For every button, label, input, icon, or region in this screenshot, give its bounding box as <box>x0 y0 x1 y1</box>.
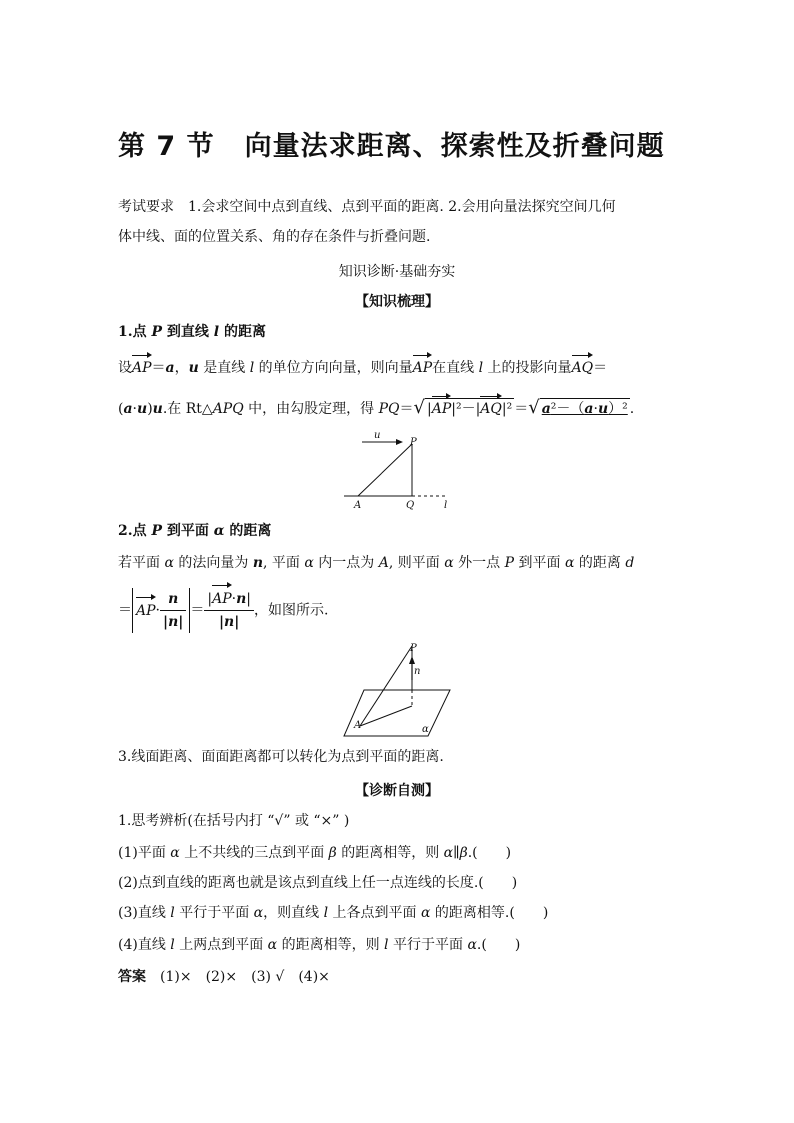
diagnosis-heading: 【诊断自测】 <box>355 783 439 799</box>
label-alpha: α <box>422 724 429 735</box>
label-A: A <box>354 500 362 511</box>
u-arrowhead <box>396 439 403 445</box>
point-line-distance-figure <box>340 428 460 514</box>
requirements-line-1: 考试要求 1.会求空间中点到直线、点到平面的距离. 2.会用向量法探究空间几何 <box>118 199 616 215</box>
question1-item-3: (3)直线 l 平行于平面 α，则直线 l 上各点到平面 α 的距离相等.( ) <box>118 905 549 921</box>
segment-AP <box>358 444 412 496</box>
question1-stem: 1.思考辨析(在括号内打 “√” 或 “×” ) <box>118 813 350 829</box>
segment-PA <box>360 646 412 726</box>
requirements-label: 考试要求 <box>118 199 174 215</box>
point1-paragraph-line-1: 设AP＝a，u 是直线 l 的单位方向向量，则向量AP在直线 l 上的投影向量AQ＝ <box>118 360 608 376</box>
question1-item-1: (1)平面 α 上不共线的三点到平面 β 的距离相等，则 α∥β.( ) <box>118 845 512 861</box>
n-arrowhead <box>409 656 415 664</box>
section-heading: 知识诊断·基础夯实 <box>338 264 456 280</box>
label-l: l <box>444 500 448 511</box>
question1-item-2: (2)点到直线的距离也就是该点到直线上任一点连线的长度.( ) <box>118 875 518 891</box>
point1-paragraph-line-2: (a·u)u.在 Rt△APQ 中，由勾股定理，得 PQ＝√ |AP|²－|AQ|² ＝√ a²－（a·u）² . <box>118 397 635 418</box>
point2-paragraph-line-1: 若平面 α 的法向量为 n, 平面 α 内一点为 A, 则平面 α 外一点 P 到平面 α 的距离 d <box>118 555 635 571</box>
label-Q: Q <box>406 500 415 511</box>
point1-heading: 1.点 P 到直线 l 的距离 <box>118 324 266 340</box>
point-plane-distance-figure <box>340 640 455 740</box>
label-A: A <box>354 720 362 731</box>
title-text: 向量法求距离、探索性及折叠问题 <box>244 131 665 162</box>
point2-heading: 2.点 P 到平面 α 的距离 <box>118 523 272 539</box>
title-section-number: 第 7 节 <box>118 131 215 162</box>
page-title <box>118 124 718 163</box>
knowledge-heading: 【知识梳理】 <box>355 294 439 310</box>
question1-answer: 答案 (1)× (2)× (3) √ (4)× <box>118 969 330 985</box>
requirements-line-2: 体中线、面的位置关系、角的存在条件与折叠问题. <box>118 229 431 245</box>
label-n: n <box>414 666 421 677</box>
label-u: u <box>374 430 381 441</box>
point3-text: 3.线面距离、面面距离都可以转化为点到平面的距离. <box>118 749 444 765</box>
label-P: P <box>410 643 417 654</box>
point2-formula: ＝ AP· $\frac{n}{|n|}$ ＝ $\frac{|AP\cdot n|}{|n|}$ ，如图所示. <box>118 588 328 633</box>
answer-label: 答案 <box>118 969 146 985</box>
label-P: P <box>410 437 417 448</box>
segment-A-foot <box>360 706 412 726</box>
question1-item-4: (4)直线 l 上两点到平面 α 的距离相等，则 l 平行于平面 α.( ) <box>118 937 521 953</box>
